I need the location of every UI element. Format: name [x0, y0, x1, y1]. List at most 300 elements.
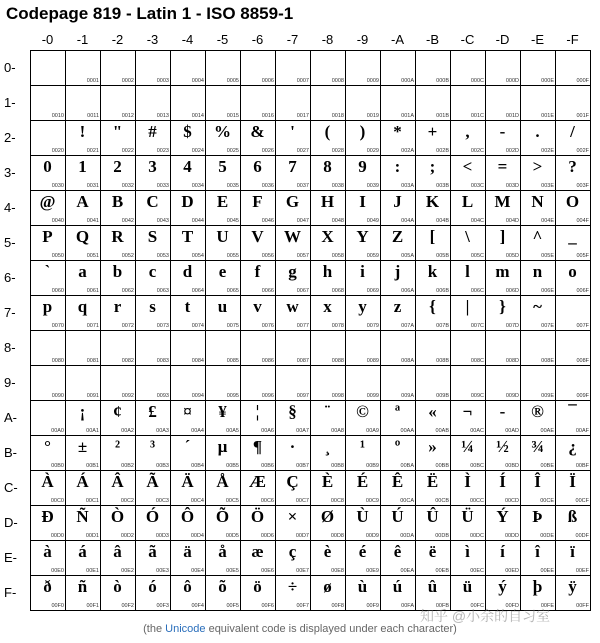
char-glyph: e	[218, 262, 227, 281]
char-glyph: Ã	[146, 472, 159, 491]
unicode-code: 000E	[541, 78, 554, 84]
unicode-code: 009E	[541, 393, 554, 399]
char-cell	[520, 225, 556, 261]
char-cell	[520, 470, 556, 506]
unicode-code: 0047	[296, 218, 309, 224]
char-glyph: R	[111, 227, 124, 246]
unicode-code: 0014	[191, 113, 204, 119]
char-cell	[30, 155, 66, 191]
character-grid	[30, 50, 591, 611]
unicode-code: 0089	[366, 358, 379, 364]
char-glyph: E	[216, 192, 229, 211]
char-glyph: 5	[218, 157, 227, 176]
char-cell	[345, 435, 381, 471]
unicode-code: 009D	[505, 393, 519, 399]
unicode-code: 00A4	[191, 428, 204, 434]
unicode-code: 0046	[261, 218, 274, 224]
unicode-code: 00EA	[400, 568, 414, 574]
char-glyph: m	[495, 262, 510, 281]
char-glyph: F	[252, 192, 263, 211]
codepage-chart	[0, 30, 600, 620]
unicode-code: 008D	[505, 358, 519, 364]
char-cell	[485, 190, 521, 226]
char-cell	[450, 260, 486, 296]
char-cell	[485, 540, 521, 576]
char-cell	[135, 190, 171, 226]
char-cell	[310, 120, 346, 156]
char-cell	[205, 85, 241, 121]
unicode-code: 00FE	[540, 603, 554, 609]
unicode-code: 00CC	[469, 498, 484, 504]
unicode-code: 0028	[331, 148, 344, 154]
char-cell	[240, 435, 276, 471]
unicode-code: 00F8	[331, 603, 344, 609]
unicode-code: 0021	[86, 148, 99, 154]
char-glyph: k	[427, 262, 438, 281]
unicode-code: 0074	[191, 323, 204, 329]
char-cell	[345, 225, 381, 261]
unicode-code: 00BD	[505, 463, 519, 469]
unicode-code: 00D9	[365, 533, 379, 539]
row-header: 9-	[4, 375, 16, 390]
char-cell	[30, 540, 66, 576]
unicode-code: 00A5	[226, 428, 239, 434]
char-cell	[30, 260, 66, 296]
char-glyph: M	[494, 192, 511, 211]
char-glyph: O	[565, 192, 580, 211]
char-glyph: ¹	[359, 437, 366, 456]
char-cell	[135, 85, 171, 121]
char-glyph: ù	[357, 577, 368, 596]
char-glyph: 2	[113, 157, 122, 176]
char-glyph: ^	[532, 227, 543, 246]
char-glyph: (	[324, 122, 331, 141]
unicode-code: 00C6	[260, 498, 274, 504]
unicode-code: 0059	[366, 253, 379, 259]
char-cell	[310, 400, 346, 436]
char-glyph: $	[183, 122, 192, 141]
char-glyph: g	[288, 262, 297, 281]
unicode-code: 00CD	[504, 498, 519, 504]
char-cell	[205, 225, 241, 261]
char-cell	[485, 50, 521, 86]
unicode-code: 00BF	[575, 463, 589, 469]
char-cell	[170, 365, 206, 401]
unicode-code: 00E9	[366, 568, 379, 574]
unicode-code: 005C	[470, 253, 484, 259]
char-glyph: ³	[149, 437, 156, 456]
unicode-code: 00B9	[366, 463, 379, 469]
char-cell	[380, 225, 416, 261]
unicode-code: 00C4	[190, 498, 204, 504]
char-cell	[555, 50, 591, 86]
char-cell	[100, 155, 136, 191]
char-glyph: L	[461, 192, 474, 211]
unicode-code: 0039	[366, 183, 379, 189]
char-cell	[100, 190, 136, 226]
char-cell	[135, 540, 171, 576]
char-glyph: ÷	[287, 577, 298, 596]
unicode-code: 00D8	[330, 533, 344, 539]
char-glyph: £	[148, 402, 157, 421]
unicode-code: 0040	[51, 218, 64, 224]
char-cell	[275, 470, 311, 506]
unicode-code: 00D4	[190, 533, 204, 539]
char-glyph: è	[323, 542, 332, 561]
char-glyph: ¯	[568, 402, 577, 421]
column-header: -3	[146, 32, 159, 47]
row-header: C-	[4, 480, 18, 495]
char-cell	[555, 435, 591, 471]
unicode-code: 00D0	[50, 533, 64, 539]
char-cell	[65, 85, 101, 121]
char-glyph: ¾	[531, 437, 544, 456]
char-cell	[485, 120, 521, 156]
char-cell	[135, 120, 171, 156]
unicode-code: 0025	[226, 148, 239, 154]
unicode-code: 004C	[470, 218, 484, 224]
char-cell	[135, 400, 171, 436]
char-cell	[310, 260, 346, 296]
char-glyph: º	[394, 437, 401, 456]
unicode-code: 001C	[470, 113, 484, 119]
unicode-code: 006E	[541, 288, 554, 294]
unicode-code: 0065	[226, 288, 239, 294]
unicode-code: 0055	[226, 253, 239, 259]
char-cell	[345, 155, 381, 191]
row-header: 1-	[4, 95, 16, 110]
unicode-code: 00A6	[261, 428, 274, 434]
unicode-code: 0010	[51, 113, 64, 119]
unicode-code: 00B5	[226, 463, 239, 469]
unicode-code: 00F1	[86, 603, 99, 609]
char-cell	[65, 330, 101, 366]
char-cell	[415, 260, 451, 296]
char-cell	[345, 50, 381, 86]
unicode-code: 002C	[470, 148, 484, 154]
char-cell	[310, 540, 346, 576]
char-glyph: j	[394, 262, 401, 281]
char-cell	[240, 400, 276, 436]
char-cell	[65, 365, 101, 401]
char-cell	[30, 120, 66, 156]
column-header: -1	[76, 32, 89, 47]
unicode-code: 0099	[366, 393, 379, 399]
watermark: 知乎 @小余的自习室	[420, 608, 551, 624]
unicode-code: 0072	[121, 323, 134, 329]
footer-text-after: equivalent code is displayed under each character)	[205, 623, 457, 635]
char-cell	[310, 330, 346, 366]
char-cell	[520, 295, 556, 331]
char-cell	[205, 575, 241, 611]
unicode-code: 0032	[121, 183, 134, 189]
unicode-link[interactable]: Unicode	[165, 623, 206, 635]
char-glyph: Þ	[532, 507, 543, 526]
unicode-code: 0080	[51, 358, 64, 364]
unicode-code: 00B6	[261, 463, 274, 469]
char-glyph: Á	[76, 472, 89, 491]
char-glyph: b	[112, 262, 123, 281]
char-cell	[205, 155, 241, 191]
char-cell	[555, 190, 591, 226]
unicode-code: 0044	[191, 218, 204, 224]
char-glyph: ä	[183, 542, 192, 561]
char-cell	[485, 470, 521, 506]
char-glyph: ñ	[77, 577, 88, 596]
char-glyph: Ç	[286, 472, 299, 491]
char-cell	[310, 575, 346, 611]
unicode-code: 000A	[401, 78, 414, 84]
char-cell	[30, 330, 66, 366]
char-glyph: ´	[184, 437, 191, 456]
unicode-code: 0083	[156, 358, 169, 364]
char-cell	[555, 295, 591, 331]
char-glyph: þ	[532, 577, 543, 596]
char-cell	[485, 155, 521, 191]
unicode-code: 00E1	[86, 568, 99, 574]
char-glyph: Ì	[464, 472, 471, 491]
char-glyph: ¶	[252, 437, 263, 456]
char-cell	[30, 365, 66, 401]
unicode-code: 0026	[261, 148, 274, 154]
unicode-code: 0068	[331, 288, 344, 294]
unicode-code: 00E5	[226, 568, 239, 574]
char-cell	[135, 365, 171, 401]
char-cell	[555, 365, 591, 401]
char-cell	[415, 120, 451, 156]
char-glyph: È	[321, 472, 334, 491]
char-glyph: å	[218, 542, 227, 561]
unicode-code: 0056	[261, 253, 274, 259]
char-glyph: l	[465, 262, 470, 281]
unicode-code: 0022	[121, 148, 134, 154]
row-header: 3-	[4, 165, 16, 180]
unicode-code: 00CB	[435, 498, 449, 504]
char-glyph: ½	[496, 437, 509, 456]
char-glyph: i	[360, 262, 365, 281]
unicode-code: 0004	[191, 78, 204, 84]
char-glyph: A	[76, 192, 89, 211]
char-glyph: ¬	[462, 402, 473, 421]
unicode-code: 002A	[401, 148, 414, 154]
char-glyph: Â	[111, 472, 124, 491]
unicode-code: 00FA	[401, 603, 414, 609]
char-glyph: æ	[251, 542, 264, 561]
unicode-code: 00B0	[51, 463, 64, 469]
unicode-code: 00FC	[470, 603, 484, 609]
char-cell	[170, 470, 206, 506]
char-glyph: q	[77, 297, 88, 316]
unicode-code: 0073	[156, 323, 169, 329]
char-glyph: !	[79, 122, 86, 141]
char-cell	[170, 190, 206, 226]
unicode-code: 0024	[191, 148, 204, 154]
char-cell	[450, 225, 486, 261]
char-cell	[100, 50, 136, 86]
unicode-code: 00A3	[156, 428, 169, 434]
unicode-code: 004D	[505, 218, 519, 224]
unicode-code: 0092	[121, 393, 134, 399]
char-cell	[240, 155, 276, 191]
unicode-code: 005E	[541, 253, 554, 259]
char-glyph: ò	[113, 577, 122, 596]
row-header: 5-	[4, 235, 16, 250]
char-cell	[30, 575, 66, 611]
unicode-code: 00F7	[296, 603, 309, 609]
char-glyph: K	[425, 192, 440, 211]
char-cell	[240, 225, 276, 261]
unicode-code: 00E4	[191, 568, 204, 574]
unicode-code: 0041	[86, 218, 99, 224]
char-cell	[415, 435, 451, 471]
char-cell	[240, 365, 276, 401]
char-cell	[205, 470, 241, 506]
unicode-code: 0042	[121, 218, 134, 224]
char-glyph: Ä	[181, 472, 194, 491]
unicode-code: 00F6	[261, 603, 274, 609]
char-cell	[100, 330, 136, 366]
char-glyph: À	[41, 472, 54, 491]
column-header: -9	[356, 32, 369, 47]
page-title: Codepage 819 - Latin 1 - ISO 8859-1	[6, 4, 294, 23]
char-cell	[485, 85, 521, 121]
char-glyph: ®	[531, 402, 544, 421]
char-cell	[485, 295, 521, 331]
unicode-code: 00AE	[540, 428, 554, 434]
char-cell	[135, 50, 171, 86]
char-cell	[205, 540, 241, 576]
unicode-code: 00AF	[575, 428, 589, 434]
unicode-code: 005F	[576, 253, 589, 259]
unicode-code: 00DC	[469, 533, 484, 539]
char-cell	[205, 505, 241, 541]
char-cell	[100, 225, 136, 261]
unicode-code: 000B	[436, 78, 449, 84]
unicode-code: 003E	[541, 183, 554, 189]
unicode-code: 0019	[366, 113, 379, 119]
char-glyph: ¼	[461, 437, 474, 456]
unicode-code: 0033	[156, 183, 169, 189]
char-glyph: 4	[183, 157, 192, 176]
char-glyph: Ü	[461, 507, 474, 526]
unicode-code: 00F0	[51, 603, 64, 609]
unicode-code: 008B	[436, 358, 449, 364]
unicode-code: 00C1	[85, 498, 99, 504]
char-glyph: ¸	[324, 437, 331, 456]
char-cell	[205, 120, 241, 156]
char-cell	[100, 295, 136, 331]
char-glyph: #	[148, 122, 157, 141]
unicode-code: 003F	[576, 183, 589, 189]
char-cell	[205, 435, 241, 471]
char-cell	[135, 330, 171, 366]
row-header: A-	[4, 410, 17, 425]
unicode-code: 0093	[156, 393, 169, 399]
char-cell	[275, 225, 311, 261]
char-cell	[520, 190, 556, 226]
char-cell	[135, 225, 171, 261]
char-cell	[170, 120, 206, 156]
char-glyph: n	[532, 262, 543, 281]
char-glyph: X	[321, 227, 334, 246]
char-glyph: T	[181, 227, 194, 246]
unicode-code: 000D	[505, 78, 519, 84]
char-cell	[205, 190, 241, 226]
char-cell	[275, 50, 311, 86]
char-glyph: d	[182, 262, 193, 281]
unicode-code: 0035	[226, 183, 239, 189]
char-cell	[310, 190, 346, 226]
char-cell	[415, 365, 451, 401]
unicode-code: 00BA	[400, 463, 414, 469]
char-cell	[30, 470, 66, 506]
char-glyph: h	[322, 262, 333, 281]
char-cell	[240, 540, 276, 576]
unicode-code: 00DD	[504, 533, 519, 539]
char-cell	[555, 540, 591, 576]
unicode-code: 0038	[331, 183, 344, 189]
unicode-code: 00E0	[51, 568, 64, 574]
unicode-code: 0087	[296, 358, 309, 364]
char-cell	[275, 260, 311, 296]
char-cell	[380, 575, 416, 611]
unicode-code: 002B	[436, 148, 449, 154]
char-cell	[135, 435, 171, 471]
unicode-code: 0094	[191, 393, 204, 399]
char-cell	[65, 505, 101, 541]
unicode-code: 00E3	[156, 568, 169, 574]
char-glyph: à	[43, 542, 52, 561]
char-cell	[170, 400, 206, 436]
char-glyph: ?	[568, 157, 577, 176]
char-glyph: *	[393, 122, 402, 141]
char-glyph: Ï	[569, 472, 576, 491]
char-glyph: Ý	[496, 507, 509, 526]
column-header: -4	[181, 32, 194, 47]
char-glyph: â	[113, 542, 122, 561]
char-cell	[520, 330, 556, 366]
unicode-code: 00B3	[156, 463, 169, 469]
char-cell	[30, 505, 66, 541]
char-cell	[65, 470, 101, 506]
char-cell	[380, 400, 416, 436]
char-cell	[345, 400, 381, 436]
char-cell	[65, 295, 101, 331]
char-cell	[240, 190, 276, 226]
char-cell	[65, 435, 101, 471]
char-cell	[240, 470, 276, 506]
char-cell	[485, 400, 521, 436]
unicode-code: 0077	[296, 323, 309, 329]
unicode-code: 00DA	[400, 533, 414, 539]
char-glyph: W	[284, 227, 301, 246]
char-cell	[275, 155, 311, 191]
unicode-code: 0050	[51, 253, 64, 259]
char-cell	[275, 505, 311, 541]
unicode-code: 0096	[261, 393, 274, 399]
char-cell	[415, 540, 451, 576]
row-header: 8-	[4, 340, 16, 355]
char-cell	[520, 505, 556, 541]
char-glyph: Æ	[249, 472, 266, 491]
char-glyph: /	[570, 122, 575, 141]
char-glyph: -	[499, 122, 506, 141]
unicode-code: 00ED	[505, 568, 519, 574]
char-cell	[65, 120, 101, 156]
unicode-code: 0006	[261, 78, 274, 84]
unicode-code: 007E	[541, 323, 554, 329]
char-glyph: z	[393, 297, 402, 316]
